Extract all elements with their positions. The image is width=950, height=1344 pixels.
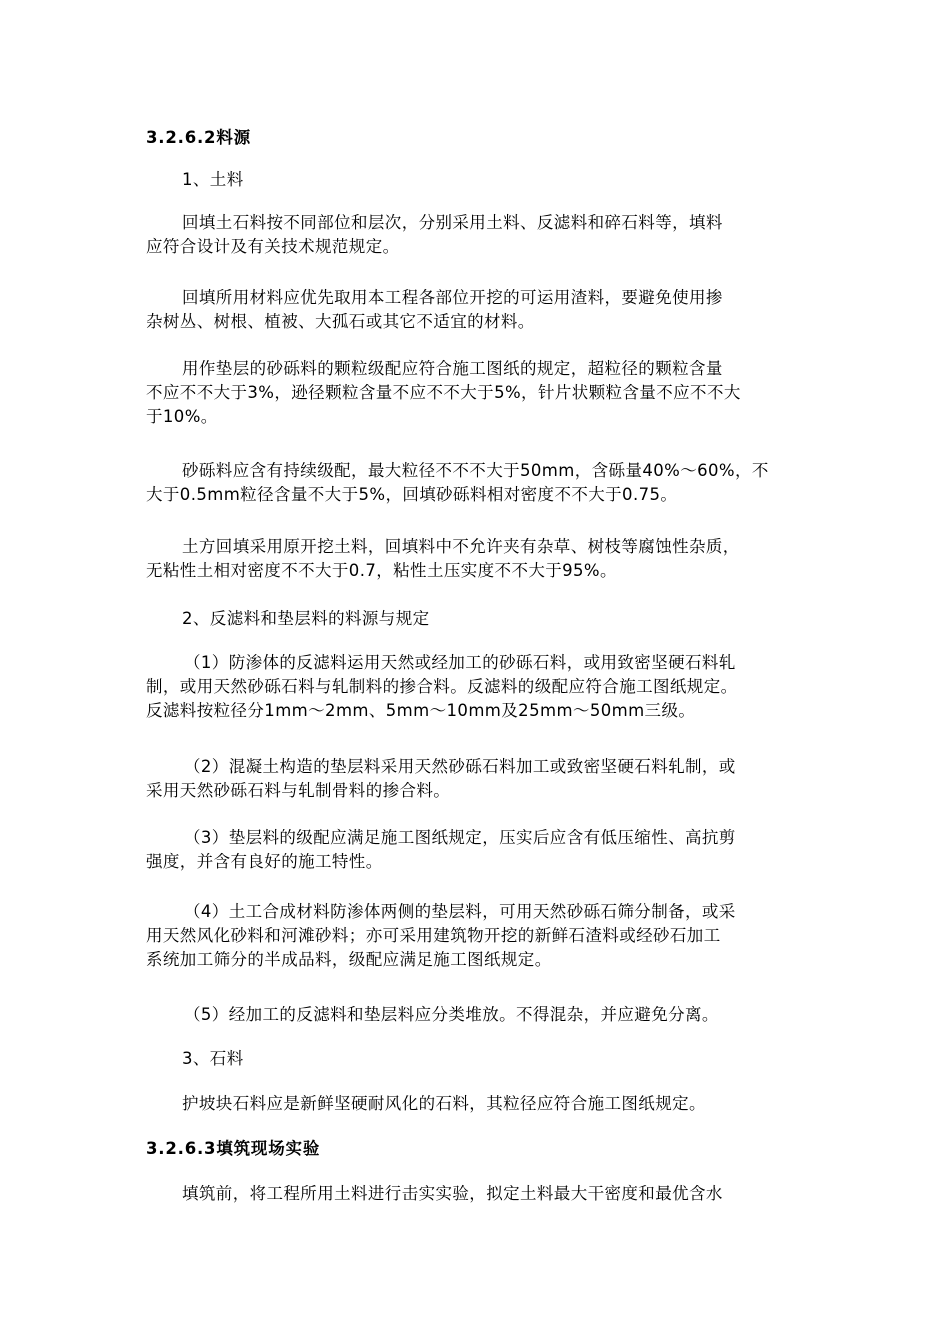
paragraph <box>146 357 806 429</box>
text-line: 强度，并含有良好的施工特性。 <box>146 852 383 871</box>
text-line: 于10%。 <box>146 407 218 426</box>
text-line: 砂砾料应含有持续级配，最大粒径不不不大于50mm，含砾量40%～60%，不 <box>182 461 769 480</box>
text-line: （3）垫层料的级配应满足施工图纸规定，压实后应含有低压缩性、高抗剪 <box>184 828 736 847</box>
text-line: 杂树丛、树根、植被、大孤石或其它不适宜的材料。 <box>146 312 535 331</box>
paragraph <box>146 1092 806 1116</box>
text-line: 大于0.5mm粒径含量不大于5%，回填砂砾料相对密度不不大于0.75。 <box>146 485 678 504</box>
text-line: （2）混凝土构造的垫层料采用天然砂砾石料加工或致密坚硬石料轧制，或 <box>184 757 736 776</box>
text-line: 1、土料 <box>182 170 244 189</box>
text-line: 不应不不大于3%，逊径颗粒含量不应不不大于5%，针片状颗粒含量不应不不大 <box>146 383 741 402</box>
text-line: 用作垫层的砂砾料的颗粒级配应符合施工图纸的规定，超粒径的颗粒含量 <box>182 359 723 378</box>
text-line: 护坡块石料应是新鲜坚硬耐风化的石料，其粒径应符合施工图纸规定。 <box>182 1094 706 1113</box>
list-item <box>146 826 806 874</box>
text-line: （4）土工合成材料防渗体两侧的垫层料，可用天然砂砾石筛分制备，或采 <box>184 902 736 921</box>
text-line: 2、反滤料和垫层料的料源与规定 <box>182 609 430 628</box>
text-line: 填筑前，将工程所用土料进行击实实验，拟定土料最大干密度和最优含水 <box>182 1184 723 1203</box>
text-line: 制，或用天然砂砾石料与轧制料的掺合料。反滤料的级配应符合施工图纸规定。 <box>146 677 738 696</box>
paragraph <box>146 459 806 507</box>
list-item <box>146 900 806 972</box>
text-line: 采用天然砂砾石料与轧制骨料的掺合料。 <box>146 781 451 800</box>
text-line: 土方回填采用原开挖土料，回填料中不允许夹有杂草、树枝等腐蚀性杂质， <box>182 537 740 556</box>
paragraph <box>146 286 806 334</box>
text-line: 应符合设计及有关技术规范规定。 <box>146 237 400 256</box>
text-line: 3.2.6.2料源 <box>146 128 251 147</box>
text-line: 反滤料按粒径分1mm～2mm、5mm～10mm及25mm～50mm三级。 <box>146 701 696 720</box>
paragraph <box>146 1182 806 1206</box>
list-item <box>146 1003 806 1027</box>
paragraph <box>146 535 806 583</box>
section-heading-3-2-6-3 <box>146 1137 806 1161</box>
text-line: 无粘性土相对密度不不大于0.7，粘性土压实度不不大于95%。 <box>146 561 617 580</box>
text-line: 系统加工筛分的半成品料，级配应满足施工图纸规定。 <box>146 950 552 969</box>
text-line: 3、石料 <box>182 1049 244 1068</box>
text-line: 用天然风化砂料和河滩砂料；亦可采用建筑物开挖的新鲜石渣料或经砂石加工 <box>146 926 721 945</box>
text-line: 回填所用材料应优先取用本工程各部位开挖的可运用渣料，要避免使用掺 <box>182 288 723 307</box>
text-line: 3.2.6.3填筑现场实验 <box>146 1139 321 1158</box>
text-line: 回填土石料按不同部位和层次，分别采用土料、反滤料和碎石料等，填料 <box>182 213 723 232</box>
subheading-filter-materials <box>146 607 806 631</box>
subheading-stone <box>146 1047 806 1071</box>
list-item <box>146 651 806 723</box>
text-line: （1）防渗体的反滤料运用天然或经加工的砂砾石料，或用致密坚硬石料轧 <box>184 653 736 672</box>
section-heading-3-2-6-2 <box>146 126 806 150</box>
text-line: （5）经加工的反滤料和垫层料应分类堆放。不得混杂，并应避免分离。 <box>184 1005 719 1024</box>
paragraph <box>146 211 806 259</box>
list-item <box>146 755 806 803</box>
subheading-soil <box>146 168 806 192</box>
